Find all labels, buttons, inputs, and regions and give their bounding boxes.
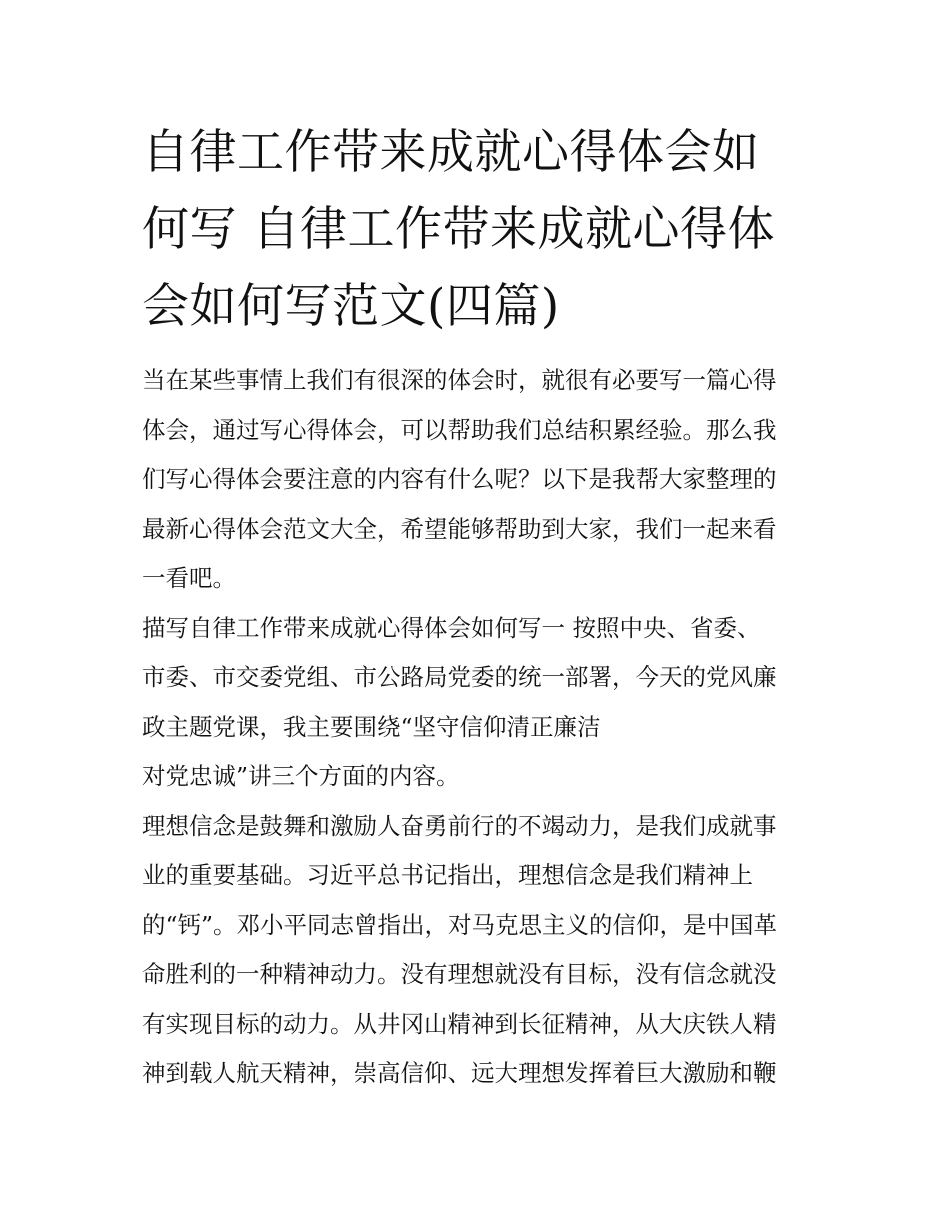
text-line: 理想信念是鼓舞和激励人奋勇前行的不竭动力，是我们成就事 (142, 811, 777, 840)
text-line: 体会，通过写心得体会，可以帮助我们总结积累经验。那么我 (142, 415, 777, 444)
text-line: 政主题党课，我主要围绕“坚守信仰清正廉洁 (142, 712, 601, 741)
document-title (142, 114, 822, 345)
intro-paragraph (142, 356, 822, 604)
text-line: 业的重要基础。习近平总书记指出，理想信念是我们精神上 (142, 861, 753, 889)
text-line: 有实现目标的动力。从井冈山精神到长征精神，从大庆铁人精 (142, 1009, 777, 1038)
title-line: 何写 自律工作带来成就心得体 (142, 202, 775, 257)
text-line: 对党忠诚”讲三个方面的内容。 (142, 762, 460, 790)
text-line: 当在某些事情上我们有很深的体会时，就很有必要写一篇心得 (142, 366, 777, 394)
ideals-paragraph (142, 802, 822, 1099)
text-line: 们写心得体会要注意的内容有什么呢？以下是我帮大家整理的 (142, 465, 777, 493)
text-line: 最新心得体会范文大全，希望能够帮助到大家，我们一起来看 (142, 514, 777, 543)
title-line: 会如何写范文(四篇) (142, 279, 560, 334)
text-line: 命胜利的一种精神动力。没有理想就没有目标，没有信念就没 (142, 960, 777, 988)
text-line: 神到载人航天精神，崇高信仰、远大理想发挥着巨大激励和鞭 (142, 1059, 777, 1087)
title-line: 自律工作带来成就心得体会如 (142, 125, 760, 180)
text-line: 描写自律工作带来成就心得体会如何写一 按照中央、省委、 (142, 613, 761, 642)
text-line: 市委、市交委党组、市公路局党委的统一部署，今天的党风廉 (142, 663, 777, 691)
document-body (142, 356, 822, 1099)
section-one-paragraph (142, 604, 822, 802)
text-line: 的“钙”。邓小平同志曾指出，对马克思主义的信仰，是中国革 (142, 910, 778, 939)
text-line: 一看吧。 (142, 564, 236, 592)
